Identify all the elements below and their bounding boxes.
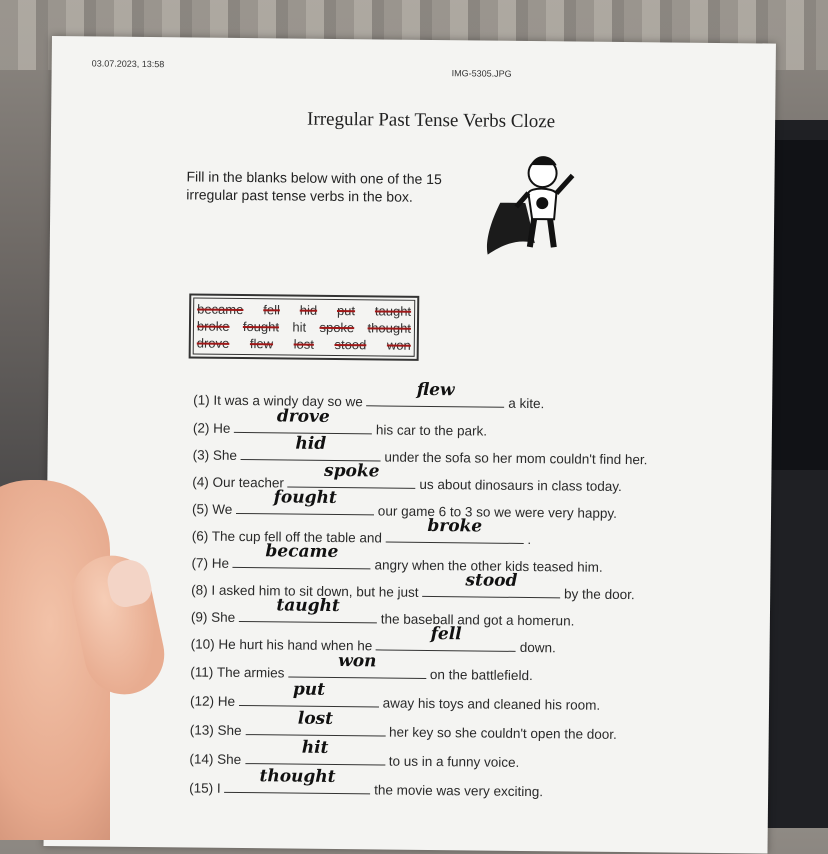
word-bank-word: stood (334, 336, 367, 353)
question-number: (12) (189, 693, 215, 709)
answer-blank[interactable] (422, 570, 560, 598)
word-bank (189, 293, 420, 360)
question-number: (2) (192, 420, 210, 436)
word-bank-word: drove (196, 335, 230, 351)
question-text-before: I asked him to sit down, but he just (211, 582, 419, 600)
question-text-after: by the door. (564, 586, 635, 603)
worksheet-instructions: Fill in the blanks below with one of the 15 irregular past tense verbs in the box. (186, 168, 442, 205)
question-line (189, 766, 544, 800)
question-text-after: angry when the other kids teased him. (374, 557, 603, 575)
handwritten-answer: stood (465, 570, 518, 591)
handwritten-answer: lost (297, 708, 334, 729)
handwritten-answer: fell (430, 623, 462, 645)
handwritten-answer: drove (276, 406, 330, 427)
question-line (192, 433, 648, 468)
word-bank-word: broke (196, 318, 230, 334)
answer-blank[interactable] (245, 708, 385, 736)
question-text-before: She (217, 751, 242, 768)
word-bank-word: flew (249, 336, 274, 352)
question-number: (8) (191, 582, 208, 598)
word-bank-word: spoke (319, 319, 355, 336)
handwritten-answer: taught (276, 595, 340, 617)
question-text-before: She (211, 609, 236, 625)
word-bank-word: hid (299, 302, 318, 318)
answer-blank[interactable] (376, 623, 516, 651)
answer-blank[interactable] (239, 679, 379, 707)
question-text-before: He (213, 420, 231, 436)
question-text-after: us about dinosaurs in class today. (419, 476, 622, 494)
question-number: (3) (192, 447, 210, 463)
answer-blank[interactable] (366, 379, 504, 407)
handwritten-answer: put (292, 679, 326, 700)
answer-blank[interactable] (233, 541, 371, 569)
handwritten-answer: fought (273, 487, 337, 509)
word-bank-word: thought (367, 320, 412, 336)
question-number: (1) (193, 392, 210, 408)
question-text-before: We (212, 501, 233, 517)
question-text-before: She (217, 722, 242, 739)
question-text-after: our game 6 to 3 so we were very happy. (377, 503, 618, 521)
question-text-after: on the battlefield. (429, 666, 533, 684)
answer-blank[interactable] (241, 433, 381, 461)
question-number: (15) (189, 780, 214, 796)
question-number: (11) (190, 664, 214, 680)
question-number: (7) (191, 555, 209, 571)
word-bank-word: fell (263, 302, 280, 318)
worksheet-title: Irregular Past Tense Verbs Cloze (306, 108, 556, 133)
question-text-before: Our teacher (212, 474, 284, 491)
question-text-before: The armies (216, 664, 285, 681)
question-text-after: his car to the park. (375, 422, 488, 439)
question-number: (13) (189, 722, 214, 738)
question-text-before: It was a windy day so we (213, 392, 363, 410)
question-text-after: to us in a funny voice. (388, 753, 520, 770)
answer-blank[interactable] (236, 487, 374, 515)
question-text-before: The cup fell off the table and (211, 528, 382, 546)
question-text-after: down. (519, 639, 556, 656)
word-bank-word: put (336, 302, 356, 319)
question-text-before: He (217, 693, 236, 709)
handwritten-answer: hit (301, 737, 329, 758)
question-text-before: I (216, 780, 221, 796)
question-text-before: He hurt his hand when he (218, 636, 373, 654)
answer-blank[interactable] (288, 651, 426, 679)
question-text-before: She (212, 447, 237, 463)
word-bank-word: lost (293, 336, 314, 352)
question-text-after: her key so she couldn't open the door. (388, 724, 617, 742)
worksheet-paper (44, 36, 776, 854)
print-date: 03.07.2023, 13:58 (91, 58, 165, 70)
superhero-illustration (480, 142, 581, 261)
handwritten-answer: spoke (323, 460, 380, 482)
question-number: (4) (192, 474, 209, 490)
word-bank-word: hit (292, 319, 307, 335)
word-bank-row (197, 335, 411, 354)
handwritten-answer: broke (427, 515, 483, 537)
question-text-after: the baseball and got a homerun. (380, 611, 575, 629)
word-bank-word: fought (242, 319, 280, 335)
answer-blank[interactable] (224, 766, 370, 795)
handwritten-answer: became (265, 541, 339, 563)
question-number: (9) (190, 609, 208, 625)
question-text-after: a kite. (508, 395, 545, 412)
question-text-after: . (527, 532, 532, 548)
question-number: (10) (190, 636, 215, 652)
question-number: (14) (189, 751, 214, 767)
handwritten-answer: hid (295, 433, 327, 454)
question-text-after: away his toys and cleaned his room. (382, 695, 601, 713)
answer-blank[interactable] (234, 406, 372, 434)
handwritten-answer: thought (259, 766, 336, 788)
word-bank-word: won (386, 337, 411, 353)
question-text-after: under the sofa so her mom couldn't find her. (384, 449, 648, 468)
print-filename: IMG-5305.JPG (451, 68, 512, 79)
answer-blank[interactable] (386, 515, 524, 544)
answer-blank[interactable] (239, 595, 377, 623)
background-monitor (766, 140, 828, 470)
word-bank-word: taught (374, 303, 412, 319)
answer-blank[interactable] (288, 460, 416, 488)
word-bank-word: became (197, 301, 244, 318)
question-number: (5) (191, 501, 209, 517)
question-text-before: He (211, 555, 230, 571)
question-number: (6) (191, 528, 209, 544)
question-text-after: the movie was very exciting. (374, 782, 544, 800)
answer-blank[interactable] (245, 737, 385, 765)
handwritten-answer: flew (416, 379, 455, 401)
handwritten-answer: won (338, 651, 377, 672)
